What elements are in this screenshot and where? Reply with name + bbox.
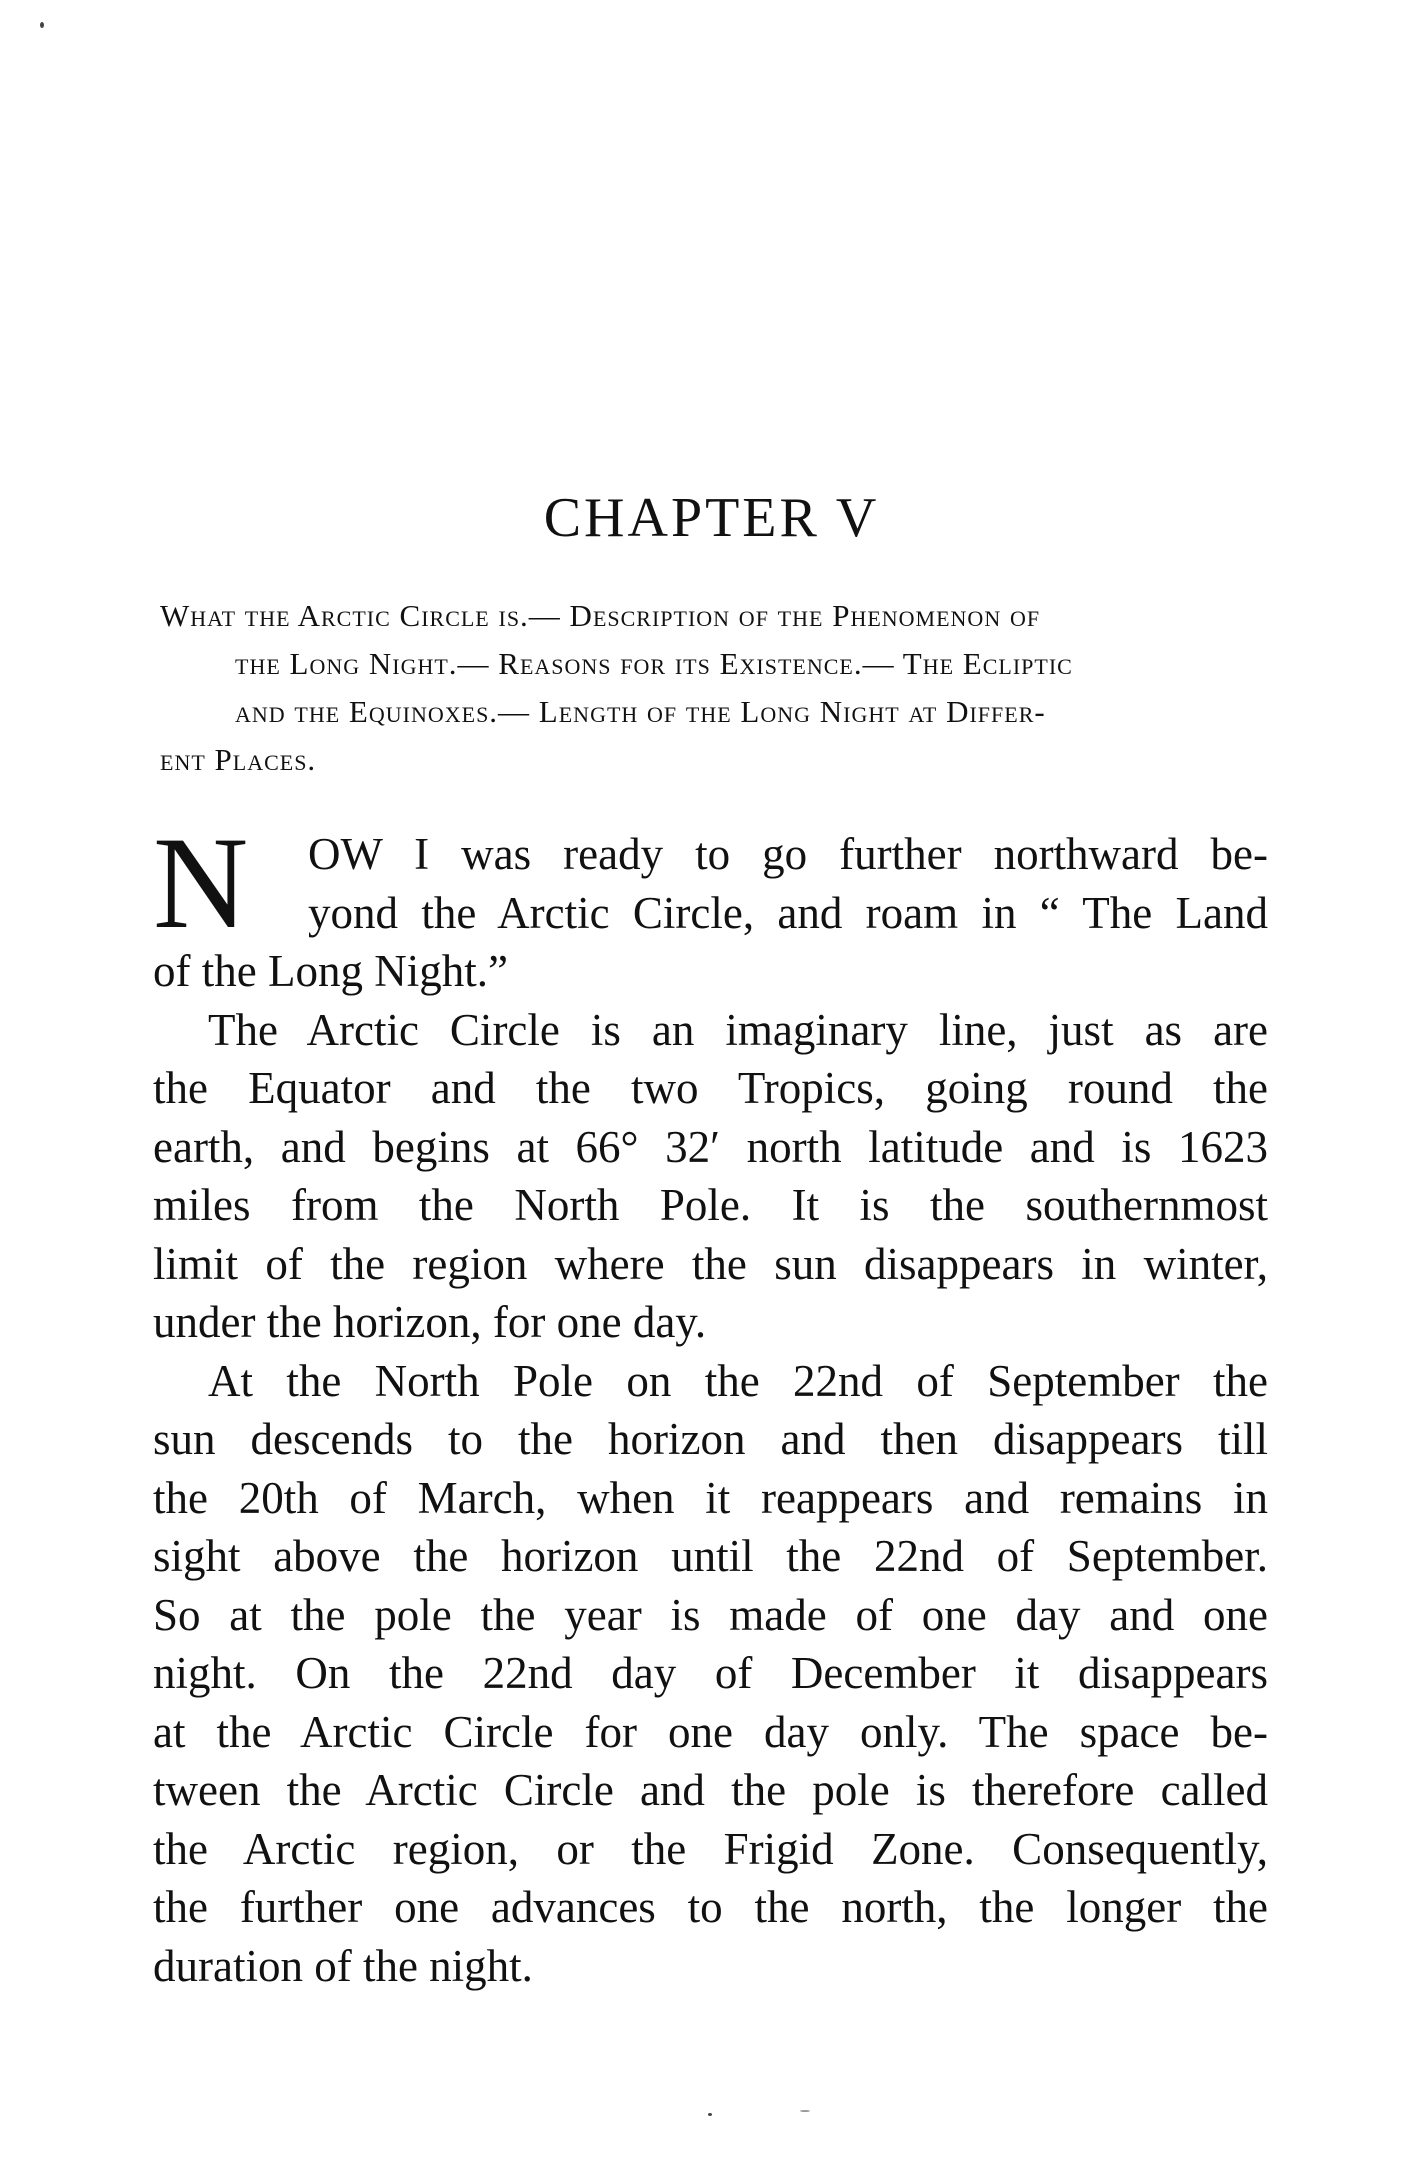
ink-speck <box>40 22 44 28</box>
text-line: yond the Arctic Circle, and roam in “ The Land <box>308 887 1268 938</box>
text-line: the Arctic region, or the Frigid Zone. Consequently, <box>153 1823 1268 1874</box>
text-line: So at the pole the year is made of one day and one <box>153 1589 1268 1640</box>
text-line: the further one advances to the north, the longer the <box>153 1882 1268 1932</box>
text-line: the Equator and the two Tropics, going round the <box>153 1063 1268 1113</box>
text-line: under the horizon, for one day. <box>153 1297 707 1347</box>
text-line: at the Arctic Circle for one day only. The space be- <box>153 1706 1268 1757</box>
synopsis-line: ent Places. <box>160 742 317 777</box>
synopsis-line: the Long Night.— Reasons for its Existence.— The Ecliptic <box>235 646 1073 681</box>
text-line: earth, and begins at 66° 32′ north latitude and is 1623 <box>153 1121 1268 1172</box>
drop-cap-text <box>308 825 1268 942</box>
chapter-synopsis <box>160 592 1270 784</box>
text-line: tween the Arctic Circle and the pole is therefore called <box>153 1765 1268 1815</box>
text-line: duration of the night. <box>153 1940 533 1991</box>
text-line: night. On the 22nd day of December it disappears <box>153 1648 1268 1698</box>
synopsis-line: What the Arctic Circle is.— Description of the Phenomenon of <box>160 598 1041 633</box>
text-line: limit of the region where the sun disappears in winter, <box>153 1238 1268 1289</box>
ink-speck <box>800 2110 810 2112</box>
drop-cap: N <box>153 809 249 956</box>
chapter-title: CHAPTER V <box>543 487 880 549</box>
text-line: sight above the horizon until the 22nd of September. <box>153 1531 1268 1581</box>
ink-speck <box>708 2113 712 2116</box>
text-line: The Arctic Circle is an imaginary line, just as are <box>208 1004 1268 1055</box>
text-line: sun descends to the horizon and then disappears till <box>153 1414 1268 1464</box>
text-line: of the Long Night.” <box>153 946 508 996</box>
text-line: miles from the North Pole. It is the southernmost <box>153 1180 1268 1230</box>
text-line: the 20th of March, when it reappears and remains in <box>153 1472 1268 1523</box>
synopsis-line: and the Equinoxes.— Length of the Long Night at Differ- <box>235 694 1046 729</box>
body-text <box>153 942 1268 1995</box>
text-line: OW I was ready to go further northward be- <box>308 829 1268 879</box>
text-line: At the North Pole on the 22nd of September the <box>208 1355 1268 1406</box>
